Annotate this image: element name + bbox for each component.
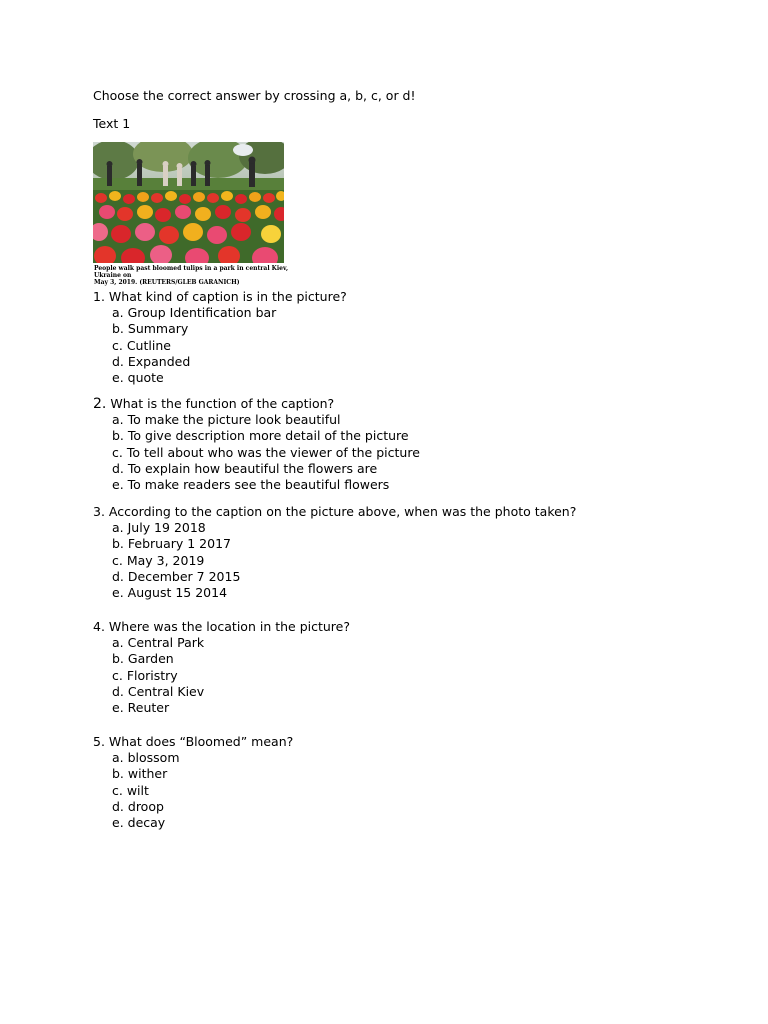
question-number: 4. <box>93 619 105 634</box>
question-5 <box>93 734 293 831</box>
question-3 <box>93 504 576 601</box>
option-a[interactable]: a. July 19 2018 <box>112 520 206 535</box>
option-e[interactable]: e. To make readers see the beautiful flowers <box>112 477 390 493</box>
photo-caption-line: People walk past bloomed tulips in a park in central Kiev, Ukraine on <box>94 265 289 279</box>
option-e[interactable]: e. decay <box>112 815 166 831</box>
question-prompt: Where was the location in the picture? <box>108 619 350 634</box>
option-b[interactable]: b. February 1 2017 <box>112 536 231 552</box>
option-c[interactable]: c. Cutline <box>112 337 171 353</box>
answer-options <box>93 305 347 386</box>
option-a[interactable]: a. blossom <box>112 750 180 765</box>
question-number: 2. <box>93 396 107 412</box>
question-1 <box>93 289 347 386</box>
answer-options <box>93 750 293 831</box>
option-d[interactable]: d. To explain how beautiful the flowers are <box>112 460 378 476</box>
question-4-text <box>93 619 350 635</box>
photo-caption <box>94 265 289 286</box>
question-prompt: What does “Bloomed” mean? <box>108 734 294 749</box>
option-b[interactable]: b. To give description more detail of the picture <box>112 428 409 444</box>
option-c[interactable]: c. wilt <box>112 782 149 798</box>
question-3-text <box>93 504 576 520</box>
option-a[interactable]: a. To make the picture look beautiful <box>112 412 341 427</box>
tulip-photo <box>93 142 284 263</box>
question-number: 5. <box>93 734 105 749</box>
question-2-text <box>93 396 420 412</box>
photo-caption-line: May 3, 2019. (REUTERS/GLEB GARANICH) <box>94 279 240 286</box>
option-b[interactable]: b. Summary <box>112 321 189 337</box>
option-e[interactable]: e. quote <box>112 370 164 386</box>
option-b[interactable]: b. Garden <box>112 651 174 667</box>
question-2 <box>93 396 420 493</box>
option-e[interactable]: e. August 15 2014 <box>112 585 228 601</box>
answer-options <box>93 635 350 716</box>
option-d[interactable]: d. Expanded <box>112 353 191 369</box>
answer-options <box>93 520 576 601</box>
question-number: 3. <box>93 504 105 519</box>
question-4 <box>93 619 350 716</box>
option-d[interactable]: d. Central Kiev <box>112 683 205 699</box>
question-prompt: What is the function of the caption? <box>110 396 335 411</box>
answer-options <box>93 412 420 493</box>
option-d[interactable]: d. droop <box>112 798 164 814</box>
question-5-text <box>93 734 293 750</box>
option-a[interactable]: a. Group Identification bar <box>112 305 277 320</box>
option-b[interactable]: b. wither <box>112 766 168 782</box>
option-a[interactable]: a. Central Park <box>112 635 205 650</box>
option-c[interactable]: c. May 3, 2019 <box>112 552 205 568</box>
text-label: Text 1 <box>93 116 131 131</box>
option-d[interactable]: d. December 7 2015 <box>112 568 241 584</box>
question-prompt: What kind of caption is in the picture? <box>108 289 347 304</box>
question-1-text <box>93 289 347 305</box>
option-c[interactable]: c. Floristry <box>112 667 178 683</box>
option-c[interactable]: c. To tell about who was the viewer of the picture <box>112 444 420 460</box>
option-e[interactable]: e. Reuter <box>112 700 170 716</box>
question-number: 1. <box>93 289 105 304</box>
instructions: Choose the correct answer by crossing a, b, c, or d! <box>93 88 416 103</box>
question-prompt: According to the caption on the picture above, when was the photo taken? <box>108 504 577 519</box>
